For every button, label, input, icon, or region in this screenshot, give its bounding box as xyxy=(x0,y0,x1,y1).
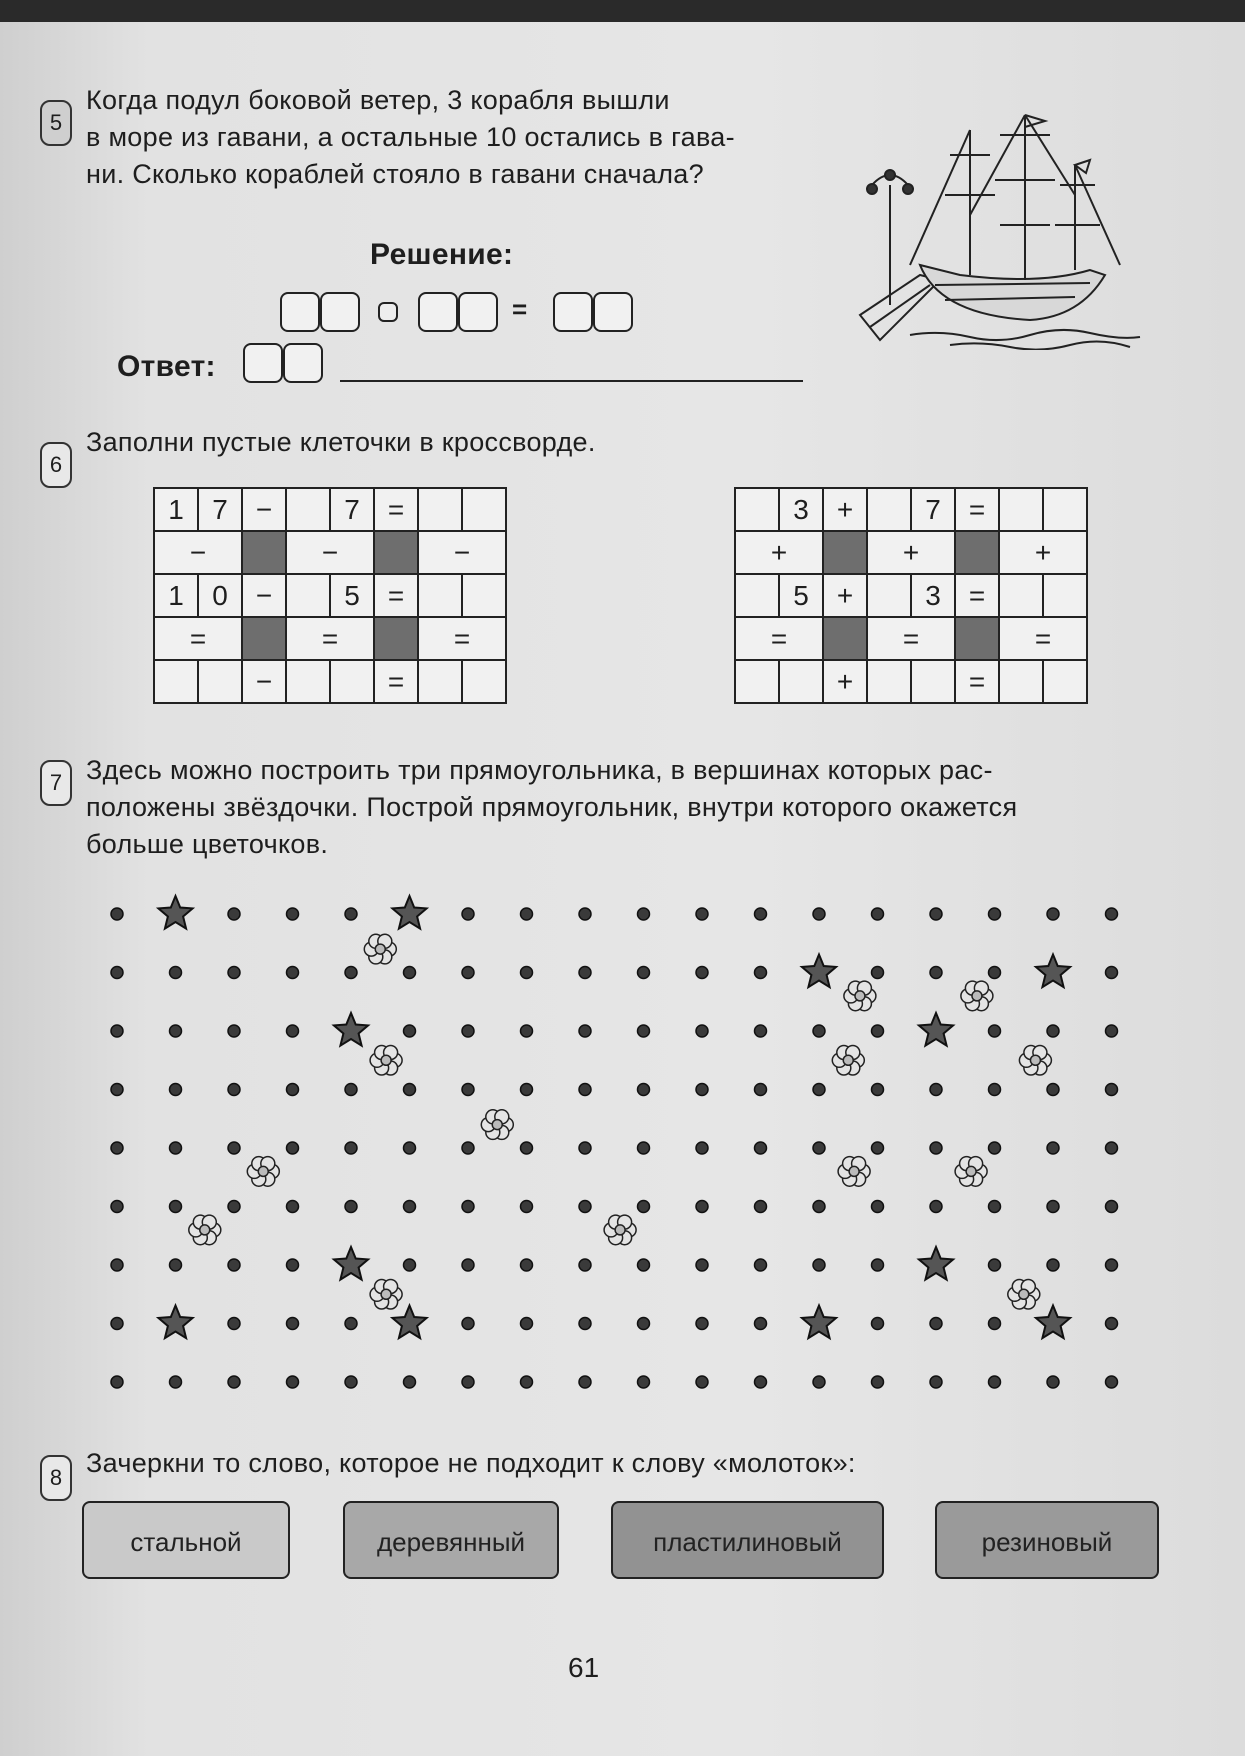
dot-icon[interactable] xyxy=(872,1142,884,1154)
dot-icon[interactable] xyxy=(111,1025,123,1037)
crossword-empty-cell[interactable] xyxy=(779,660,823,703)
equals-sign: = xyxy=(512,294,528,324)
dot-icon[interactable] xyxy=(989,1318,1001,1330)
task-8-number: 8 xyxy=(40,1455,72,1501)
crossword-cell: − xyxy=(418,531,506,574)
dot-icon[interactable] xyxy=(287,967,299,979)
crossword-empty-cell[interactable] xyxy=(286,574,330,617)
flower-icon xyxy=(1019,1046,1051,1076)
dot-icon[interactable] xyxy=(521,1142,533,1154)
dot-icon[interactable] xyxy=(930,1142,942,1154)
dot-icon[interactable] xyxy=(170,967,182,979)
dot-icon[interactable] xyxy=(111,1318,123,1330)
crossword-cell: − xyxy=(154,531,242,574)
crossword-empty-cell[interactable] xyxy=(286,488,330,531)
dot-icon[interactable] xyxy=(696,967,708,979)
dot-icon[interactable] xyxy=(872,908,884,920)
dot-icon[interactable] xyxy=(170,1084,182,1096)
dot-icon[interactable] xyxy=(813,1025,825,1037)
dot-icon[interactable] xyxy=(930,1084,942,1096)
dot-icon[interactable] xyxy=(989,1376,1001,1388)
dot-icon[interactable] xyxy=(462,1084,474,1096)
solution-label: Решение: xyxy=(370,238,514,271)
dot-icon[interactable] xyxy=(521,1084,533,1096)
dot-icon[interactable] xyxy=(579,1318,591,1330)
dot-icon[interactable] xyxy=(755,1025,767,1037)
crossword-cell: + xyxy=(999,531,1087,574)
dot-icon[interactable] xyxy=(345,1318,357,1330)
crossword-cell: − xyxy=(242,574,286,617)
crossword-cell: = xyxy=(374,488,418,531)
dot-icon[interactable] xyxy=(462,1259,474,1271)
crossword-cell: 1 xyxy=(154,488,198,531)
flower-icon xyxy=(481,1110,513,1140)
crossword-filled-cell xyxy=(374,531,418,574)
star-icon[interactable] xyxy=(1036,955,1070,988)
dot-icon[interactable] xyxy=(287,908,299,920)
crossword-empty-cell[interactable] xyxy=(418,488,462,531)
solution-digit-box[interactable] xyxy=(280,292,320,332)
solution-digit-box[interactable] xyxy=(593,292,633,332)
dot-grid[interactable] xyxy=(0,870,1245,1400)
star-icon[interactable] xyxy=(802,955,836,988)
crossword-cell: 7 xyxy=(330,488,374,531)
answer-digit-box[interactable] xyxy=(283,343,323,383)
dot-icon[interactable] xyxy=(1047,1025,1059,1037)
dot-icon[interactable] xyxy=(989,908,1001,920)
crossword-cell: − xyxy=(242,488,286,531)
answer-line[interactable] xyxy=(340,380,803,382)
crossword-cell: 0 xyxy=(198,574,242,617)
dot-icon[interactable] xyxy=(462,908,474,920)
dot-icon[interactable] xyxy=(930,908,942,920)
crossword-filled-cell xyxy=(955,531,999,574)
dot-icon[interactable] xyxy=(1047,1376,1059,1388)
dot-icon[interactable] xyxy=(872,1376,884,1388)
dot-icon[interactable] xyxy=(228,1084,240,1096)
task-7-line-1: Здесь можно построить три прямоугольника, в вершинах которых рас- xyxy=(86,755,993,785)
dot-icon[interactable] xyxy=(1106,1318,1118,1330)
crossword-empty-cell[interactable] xyxy=(286,660,330,703)
star-icon[interactable] xyxy=(392,896,426,929)
dot-icon[interactable] xyxy=(989,1142,1001,1154)
task-7-line-3: больше цветочков. xyxy=(86,829,329,859)
dot-icon[interactable] xyxy=(872,967,884,979)
dot-icon[interactable] xyxy=(638,1142,650,1154)
crossword-empty-cell[interactable] xyxy=(330,660,374,703)
flower-icon xyxy=(1008,1280,1040,1310)
crossword-cell: = xyxy=(955,660,999,703)
flower-icon xyxy=(838,1157,870,1187)
dot-icon[interactable] xyxy=(638,1318,650,1330)
dot-icon[interactable] xyxy=(287,1142,299,1154)
crossword-cell: + xyxy=(823,574,867,617)
crossword-cell: = xyxy=(955,488,999,531)
crossword-empty-cell[interactable] xyxy=(1043,488,1087,531)
dot-icon[interactable] xyxy=(462,1025,474,1037)
dot-icon[interactable] xyxy=(521,1376,533,1388)
dot-icon[interactable] xyxy=(930,1201,942,1213)
flower-icon xyxy=(604,1215,636,1245)
crossword-filled-cell xyxy=(242,531,286,574)
dot-icon[interactable] xyxy=(696,1084,708,1096)
dot-icon[interactable] xyxy=(872,1201,884,1213)
dot-icon[interactable] xyxy=(462,1318,474,1330)
dot-icon[interactable] xyxy=(462,1142,474,1154)
dot-icon[interactable] xyxy=(579,1025,591,1037)
crossword-empty-cell[interactable] xyxy=(1043,574,1087,617)
dot-icon[interactable] xyxy=(813,1142,825,1154)
star-icon[interactable] xyxy=(334,1013,368,1046)
answer-digit-box[interactable] xyxy=(243,343,283,383)
crossword-empty-cell[interactable] xyxy=(867,574,911,617)
dot-icon[interactable] xyxy=(989,1201,1001,1213)
dot-icon[interactable] xyxy=(1106,1201,1118,1213)
dot-icon[interactable] xyxy=(345,1376,357,1388)
dot-icon[interactable] xyxy=(755,1376,767,1388)
dot-icon[interactable] xyxy=(228,1201,240,1213)
dot-icon[interactable] xyxy=(345,1201,357,1213)
dot-icon[interactable] xyxy=(872,1084,884,1096)
solution-digit-box[interactable] xyxy=(418,292,458,332)
dot-icon[interactable] xyxy=(404,1259,416,1271)
crossword-empty-cell[interactable] xyxy=(911,660,955,703)
dot-icon[interactable] xyxy=(638,908,650,920)
task-6-number: 6 xyxy=(40,442,72,488)
crossword-empty-cell[interactable] xyxy=(735,574,779,617)
dot-icon[interactable] xyxy=(638,1084,650,1096)
star-icon[interactable] xyxy=(392,1306,426,1339)
dot-icon[interactable] xyxy=(930,1318,942,1330)
dot-icon[interactable] xyxy=(228,1142,240,1154)
crossword-filled-cell xyxy=(374,617,418,660)
crossword-empty-cell[interactable] xyxy=(867,660,911,703)
crossword-left xyxy=(153,487,507,704)
dot-icon[interactable] xyxy=(1106,1142,1118,1154)
dot-icon[interactable] xyxy=(111,1084,123,1096)
task-5-line-2: в море из гавани, а остальные 10 остались в гава- xyxy=(86,122,735,152)
dot-icon[interactable] xyxy=(228,1376,240,1388)
crossword-filled-cell xyxy=(955,617,999,660)
crossword-empty-cell[interactable] xyxy=(735,488,779,531)
scan-top-edge xyxy=(0,0,1245,22)
dot-icon[interactable] xyxy=(111,1142,123,1154)
flower-icon xyxy=(955,1157,987,1187)
word-wooden[interactable]: деревянный xyxy=(343,1501,559,1579)
dot-icon[interactable] xyxy=(228,967,240,979)
dot-icon[interactable] xyxy=(579,1142,591,1154)
crossword-cell: 5 xyxy=(330,574,374,617)
dot-icon[interactable] xyxy=(872,1318,884,1330)
dot-icon[interactable] xyxy=(1106,908,1118,920)
dot-icon[interactable] xyxy=(111,1201,123,1213)
crossword-filled-cell xyxy=(242,617,286,660)
task-8-text: Зачеркни то слово, которое не подходит к слову «молоток»: xyxy=(86,1448,856,1478)
task-5-line-1: Когда подул боковой ветер, 3 корабля вышли xyxy=(86,85,670,115)
dot-icon[interactable] xyxy=(345,1142,357,1154)
crossword-cell: 5 xyxy=(779,574,823,617)
crossword-cell: = xyxy=(418,617,506,660)
crossword-empty-cell[interactable] xyxy=(735,660,779,703)
dot-icon[interactable] xyxy=(1047,1142,1059,1154)
dot-icon[interactable] xyxy=(228,1259,240,1271)
crossword-empty-cell[interactable] xyxy=(1043,660,1087,703)
crossword-cell: = xyxy=(374,574,418,617)
dot-icon[interactable] xyxy=(462,1376,474,1388)
dot-icon[interactable] xyxy=(930,967,942,979)
crossword-cell: 1 xyxy=(154,574,198,617)
solution-digit-box[interactable] xyxy=(458,292,498,332)
star-icon[interactable] xyxy=(158,1306,192,1339)
dot-icon[interactable] xyxy=(1106,1084,1118,1096)
dot-icon[interactable] xyxy=(696,1318,708,1330)
flower-icon xyxy=(189,1215,221,1245)
star-icon[interactable] xyxy=(802,1306,836,1339)
dot-icon[interactable] xyxy=(579,1259,591,1271)
task-6-text: Заполни пустые клеточки в кроссворде. xyxy=(86,427,596,457)
dot-icon[interactable] xyxy=(696,1201,708,1213)
crossword-cell: = xyxy=(955,574,999,617)
dot-icon[interactable] xyxy=(813,1259,825,1271)
solution-digit-box[interactable] xyxy=(553,292,593,332)
crossword-empty-cell[interactable] xyxy=(198,660,242,703)
dot-icon[interactable] xyxy=(755,1318,767,1330)
crossword-empty-cell[interactable] xyxy=(999,660,1043,703)
solution-digit-box[interactable] xyxy=(320,292,360,332)
dot-icon[interactable] xyxy=(170,1201,182,1213)
dot-icon[interactable] xyxy=(404,1376,416,1388)
crossword-empty-cell[interactable] xyxy=(418,660,462,703)
dot-icon[interactable] xyxy=(287,1318,299,1330)
crossword-cell: + xyxy=(823,488,867,531)
dot-icon[interactable] xyxy=(1047,1201,1059,1213)
dot-icon[interactable] xyxy=(755,908,767,920)
dot-icon[interactable] xyxy=(345,967,357,979)
dot-icon[interactable] xyxy=(813,908,825,920)
operator-box[interactable] xyxy=(378,302,398,322)
dot-icon[interactable] xyxy=(638,967,650,979)
crossword-empty-cell[interactable] xyxy=(999,574,1043,617)
dot-icon[interactable] xyxy=(579,1201,591,1213)
crossword-cell: − xyxy=(286,531,374,574)
dot-icon[interactable] xyxy=(755,1142,767,1154)
dot-icon[interactable] xyxy=(462,1201,474,1213)
flower-icon xyxy=(961,981,993,1011)
dot-icon[interactable] xyxy=(638,1376,650,1388)
dot-icon[interactable] xyxy=(755,1084,767,1096)
dot-icon[interactable] xyxy=(345,908,357,920)
dot-icon[interactable] xyxy=(638,1201,650,1213)
dot-icon[interactable] xyxy=(696,1259,708,1271)
crossword-empty-cell[interactable] xyxy=(867,488,911,531)
dot-icon[interactable] xyxy=(813,1201,825,1213)
dot-icon[interactable] xyxy=(287,1376,299,1388)
dot-icon[interactable] xyxy=(989,1084,1001,1096)
crossword-cell: − xyxy=(242,660,286,703)
flower-icon xyxy=(370,1280,402,1310)
dot-icon[interactable] xyxy=(111,967,123,979)
star-icon[interactable] xyxy=(334,1247,368,1280)
crossword-filled-cell xyxy=(823,531,867,574)
dot-icon[interactable] xyxy=(579,908,591,920)
dot-icon[interactable] xyxy=(287,1259,299,1271)
dot-icon[interactable] xyxy=(696,1142,708,1154)
dot-icon[interactable] xyxy=(521,1318,533,1330)
dot-icon[interactable] xyxy=(755,967,767,979)
dot-icon[interactable] xyxy=(696,1376,708,1388)
word-plasticine[interactable]: пластилиновый xyxy=(611,1501,884,1579)
star-icon[interactable] xyxy=(919,1013,953,1046)
dot-icon[interactable] xyxy=(696,908,708,920)
dot-icon[interactable] xyxy=(1047,1084,1059,1096)
task-7-line-2: положены звёздочки. Построй прямоугольник, внутри которого окажется xyxy=(86,792,1018,822)
dot-icon[interactable] xyxy=(287,1201,299,1213)
dot-icon[interactable] xyxy=(404,967,416,979)
crossword-right xyxy=(734,487,1088,704)
flower-icon xyxy=(832,1046,864,1076)
crossword-cell: + xyxy=(823,660,867,703)
dot-icon[interactable] xyxy=(1106,1259,1118,1271)
flower-icon xyxy=(844,981,876,1011)
dot-icon[interactable] xyxy=(638,1259,650,1271)
crossword-cell: 3 xyxy=(779,488,823,531)
dot-icon[interactable] xyxy=(404,1084,416,1096)
crossword-cell: = xyxy=(867,617,955,660)
dot-icon[interactable] xyxy=(813,1376,825,1388)
task-5-number: 5 xyxy=(40,100,72,146)
crossword-cell: = xyxy=(154,617,242,660)
dot-icon[interactable] xyxy=(228,1025,240,1037)
dot-icon[interactable] xyxy=(930,1376,942,1388)
dot-icon[interactable] xyxy=(404,1201,416,1213)
dot-icon[interactable] xyxy=(521,908,533,920)
star-icon[interactable] xyxy=(158,896,192,929)
crossword-empty-cell[interactable] xyxy=(462,488,506,531)
dot-icon[interactable] xyxy=(462,967,474,979)
dot-icon[interactable] xyxy=(989,1259,1001,1271)
task-5-line-3: ни. Сколько кораблей стояло в гавани сначала? xyxy=(86,159,704,189)
dot-icon[interactable] xyxy=(228,1318,240,1330)
dot-icon[interactable] xyxy=(170,1142,182,1154)
task-7-number: 7 xyxy=(40,760,72,806)
crossword-cell: 3 xyxy=(911,574,955,617)
dot-icon[interactable] xyxy=(404,1025,416,1037)
answer-label: Ответ: xyxy=(117,350,216,383)
crossword-filled-cell xyxy=(823,617,867,660)
dot-icon[interactable] xyxy=(111,1376,123,1388)
dot-icon[interactable] xyxy=(170,1025,182,1037)
ship-illustration xyxy=(850,105,1150,350)
crossword-empty-cell[interactable] xyxy=(462,660,506,703)
crossword-cell: = xyxy=(286,617,374,660)
dot-icon[interactable] xyxy=(755,1201,767,1213)
flower-icon xyxy=(364,934,396,964)
dot-icon[interactable] xyxy=(579,967,591,979)
dot-icon[interactable] xyxy=(521,967,533,979)
dot-icon[interactable] xyxy=(1106,967,1118,979)
dot-icon[interactable] xyxy=(989,967,1001,979)
dot-icon[interactable] xyxy=(170,1259,182,1271)
flower-icon xyxy=(370,1046,402,1076)
crossword-cell: + xyxy=(735,531,823,574)
crossword-empty-cell[interactable] xyxy=(418,574,462,617)
dot-icon[interactable] xyxy=(521,1201,533,1213)
dot-icon[interactable] xyxy=(696,1025,708,1037)
dot-icon[interactable] xyxy=(287,1084,299,1096)
star-icon[interactable] xyxy=(919,1247,953,1280)
word-rubber[interactable]: резиновый xyxy=(935,1501,1159,1579)
crossword-cell: = xyxy=(374,660,418,703)
star-icon[interactable] xyxy=(1036,1306,1070,1339)
page-number: 61 xyxy=(568,1652,600,1683)
dot-icon[interactable] xyxy=(755,1259,767,1271)
dot-icon[interactable] xyxy=(170,1376,182,1388)
dot-icon[interactable] xyxy=(521,1025,533,1037)
dot-icon[interactable] xyxy=(579,1376,591,1388)
crossword-cell: + xyxy=(867,531,955,574)
dot-icon[interactable] xyxy=(111,908,123,920)
crossword-cell: 7 xyxy=(911,488,955,531)
dot-icon[interactable] xyxy=(579,1084,591,1096)
dot-icon[interactable] xyxy=(1047,908,1059,920)
dot-icon[interactable] xyxy=(872,1025,884,1037)
dot-icon[interactable] xyxy=(1106,1376,1118,1388)
dot-icon[interactable] xyxy=(638,1025,650,1037)
crossword-empty-cell[interactable] xyxy=(999,488,1043,531)
crossword-empty-cell[interactable] xyxy=(154,660,198,703)
dot-icon[interactable] xyxy=(404,1142,416,1154)
crossword-empty-cell[interactable] xyxy=(462,574,506,617)
crossword-cell: = xyxy=(735,617,823,660)
dot-icon[interactable] xyxy=(989,1025,1001,1037)
dot-icon[interactable] xyxy=(228,908,240,920)
crossword-cell: 7 xyxy=(198,488,242,531)
dot-icon[interactable] xyxy=(287,1025,299,1037)
dot-icon[interactable] xyxy=(521,1259,533,1271)
word-steel[interactable]: стальной xyxy=(82,1501,290,1579)
crossword-cell: = xyxy=(999,617,1087,660)
flower-icon xyxy=(247,1157,279,1187)
dot-icon[interactable] xyxy=(345,1084,357,1096)
dot-icon[interactable] xyxy=(872,1259,884,1271)
dot-icon[interactable] xyxy=(111,1259,123,1271)
dot-icon[interactable] xyxy=(1106,1025,1118,1037)
dot-icon[interactable] xyxy=(813,1084,825,1096)
dot-icon[interactable] xyxy=(1047,1259,1059,1271)
